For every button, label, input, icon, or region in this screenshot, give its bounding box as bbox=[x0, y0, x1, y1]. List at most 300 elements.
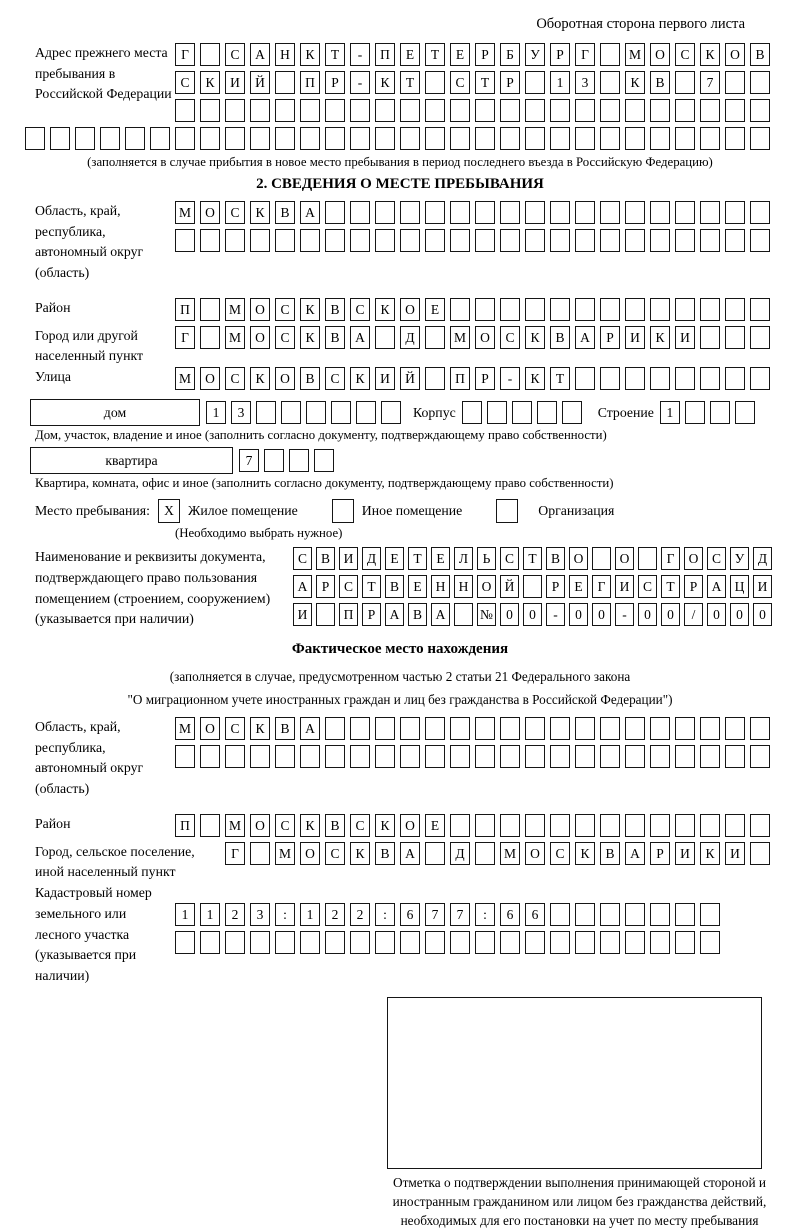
char-box[interactable] bbox=[500, 99, 520, 122]
char-box[interactable] bbox=[700, 814, 720, 837]
char-box[interactable] bbox=[325, 201, 345, 224]
char-box[interactable] bbox=[250, 931, 270, 954]
char-box[interactable]: Й bbox=[250, 71, 270, 94]
char-box[interactable]: Е bbox=[385, 547, 404, 570]
char-box[interactable] bbox=[500, 229, 520, 252]
char-box[interactable] bbox=[475, 931, 495, 954]
char-box[interactable]: Г bbox=[661, 547, 680, 570]
char-box[interactable]: К bbox=[650, 326, 670, 349]
char-box[interactable] bbox=[200, 229, 220, 252]
char-box[interactable]: И bbox=[753, 575, 772, 598]
char-box[interactable] bbox=[375, 99, 395, 122]
char-box[interactable]: / bbox=[684, 603, 703, 626]
char-box[interactable]: К bbox=[250, 717, 270, 740]
char-box[interactable]: К bbox=[300, 298, 320, 321]
char-box[interactable] bbox=[175, 99, 195, 122]
char-box[interactable] bbox=[325, 229, 345, 252]
char-box[interactable]: 0 bbox=[592, 603, 611, 626]
char-box[interactable]: Р bbox=[500, 71, 520, 94]
char-box[interactable]: Л bbox=[454, 547, 473, 570]
char-box[interactable]: 1 bbox=[175, 903, 195, 926]
char-box[interactable]: О bbox=[275, 367, 295, 390]
char-box[interactable] bbox=[331, 401, 351, 424]
char-box[interactable]: 2 bbox=[225, 903, 245, 926]
char-box[interactable]: О bbox=[725, 43, 745, 66]
char-box[interactable]: В bbox=[408, 603, 427, 626]
char-box[interactable]: Р bbox=[650, 842, 670, 865]
char-box[interactable]: Р bbox=[684, 575, 703, 598]
char-box[interactable]: К bbox=[250, 201, 270, 224]
char-box[interactable] bbox=[450, 814, 470, 837]
char-box[interactable] bbox=[300, 229, 320, 252]
char-box[interactable] bbox=[200, 745, 220, 768]
char-box[interactable] bbox=[325, 99, 345, 122]
char-box[interactable] bbox=[500, 931, 520, 954]
char-box[interactable]: К bbox=[300, 43, 320, 66]
char-box[interactable] bbox=[375, 717, 395, 740]
char-box[interactable] bbox=[550, 903, 570, 926]
char-box[interactable]: О bbox=[400, 298, 420, 321]
char-box[interactable]: Д bbox=[400, 326, 420, 349]
char-box[interactable] bbox=[500, 814, 520, 837]
char-box[interactable]: Т bbox=[661, 575, 680, 598]
char-box[interactable] bbox=[450, 717, 470, 740]
char-box[interactable] bbox=[100, 127, 120, 150]
char-box[interactable]: И bbox=[625, 326, 645, 349]
char-box[interactable] bbox=[675, 229, 695, 252]
char-box[interactable] bbox=[625, 717, 645, 740]
char-box[interactable]: О bbox=[475, 326, 495, 349]
char-box[interactable]: 1 bbox=[300, 903, 320, 926]
char-box[interactable]: Г bbox=[592, 575, 611, 598]
char-box[interactable] bbox=[675, 71, 695, 94]
char-box[interactable] bbox=[625, 99, 645, 122]
char-box[interactable] bbox=[275, 127, 295, 150]
char-box[interactable] bbox=[256, 401, 276, 424]
char-box[interactable]: В bbox=[325, 298, 345, 321]
char-box[interactable]: 7 bbox=[700, 71, 720, 94]
char-box[interactable] bbox=[425, 229, 445, 252]
char-box[interactable] bbox=[425, 326, 445, 349]
char-box[interactable]: М bbox=[175, 201, 195, 224]
char-box[interactable] bbox=[600, 298, 620, 321]
char-box[interactable]: О bbox=[684, 547, 703, 570]
char-box[interactable] bbox=[250, 745, 270, 768]
char-box[interactable] bbox=[600, 931, 620, 954]
char-box[interactable] bbox=[375, 745, 395, 768]
char-box[interactable] bbox=[523, 575, 542, 598]
char-box[interactable]: Р bbox=[475, 43, 495, 66]
char-box[interactable]: Ь bbox=[477, 547, 496, 570]
char-box[interactable] bbox=[300, 931, 320, 954]
char-box[interactable]: Д bbox=[362, 547, 381, 570]
char-box[interactable] bbox=[700, 99, 720, 122]
char-box[interactable]: Г bbox=[175, 326, 195, 349]
char-box[interactable] bbox=[475, 745, 495, 768]
char-box[interactable] bbox=[550, 229, 570, 252]
char-box[interactable] bbox=[700, 717, 720, 740]
char-box[interactable] bbox=[650, 127, 670, 150]
char-box[interactable]: С bbox=[550, 842, 570, 865]
char-box[interactable] bbox=[200, 326, 220, 349]
stay-type-checkbox-other[interactable] bbox=[332, 499, 354, 523]
char-box[interactable]: - bbox=[546, 603, 565, 626]
char-box[interactable] bbox=[675, 99, 695, 122]
char-box[interactable] bbox=[725, 127, 745, 150]
char-box[interactable] bbox=[600, 903, 620, 926]
char-box[interactable] bbox=[735, 401, 755, 424]
char-box[interactable] bbox=[525, 127, 545, 150]
char-box[interactable]: О bbox=[477, 575, 496, 598]
char-box[interactable] bbox=[475, 842, 495, 865]
char-box[interactable] bbox=[175, 229, 195, 252]
char-box[interactable]: 3 bbox=[231, 401, 251, 424]
char-box[interactable] bbox=[700, 201, 720, 224]
char-box[interactable] bbox=[575, 201, 595, 224]
char-box[interactable] bbox=[525, 99, 545, 122]
char-box[interactable] bbox=[750, 99, 770, 122]
char-box[interactable]: 0 bbox=[661, 603, 680, 626]
char-box[interactable] bbox=[375, 229, 395, 252]
char-box[interactable] bbox=[425, 745, 445, 768]
char-box[interactable] bbox=[300, 99, 320, 122]
char-box[interactable] bbox=[575, 298, 595, 321]
char-box[interactable] bbox=[250, 99, 270, 122]
char-box[interactable]: В bbox=[325, 326, 345, 349]
char-box[interactable]: П bbox=[175, 814, 195, 837]
char-box[interactable] bbox=[350, 717, 370, 740]
char-box[interactable] bbox=[725, 717, 745, 740]
char-box[interactable] bbox=[264, 449, 284, 472]
char-box[interactable]: А bbox=[707, 575, 726, 598]
char-box[interactable]: К bbox=[200, 71, 220, 94]
char-box[interactable]: 2 bbox=[350, 903, 370, 926]
char-box[interactable] bbox=[225, 127, 245, 150]
char-box[interactable]: В bbox=[275, 201, 295, 224]
char-box[interactable] bbox=[725, 201, 745, 224]
char-box[interactable]: М bbox=[175, 717, 195, 740]
char-box[interactable] bbox=[375, 931, 395, 954]
char-box[interactable]: 0 bbox=[753, 603, 772, 626]
char-box[interactable] bbox=[450, 298, 470, 321]
char-box[interactable]: Р bbox=[546, 575, 565, 598]
char-box[interactable] bbox=[450, 931, 470, 954]
char-box[interactable] bbox=[562, 401, 582, 424]
char-box[interactable] bbox=[550, 814, 570, 837]
char-box[interactable] bbox=[475, 229, 495, 252]
char-box[interactable] bbox=[350, 745, 370, 768]
char-box[interactable] bbox=[550, 717, 570, 740]
char-box[interactable]: С bbox=[293, 547, 312, 570]
char-box[interactable]: Т bbox=[325, 43, 345, 66]
char-box[interactable] bbox=[281, 401, 301, 424]
char-box[interactable] bbox=[675, 201, 695, 224]
char-box[interactable]: П bbox=[339, 603, 358, 626]
char-box[interactable] bbox=[700, 745, 720, 768]
char-box[interactable]: 6 bbox=[525, 903, 545, 926]
char-box[interactable]: Е bbox=[425, 298, 445, 321]
char-box[interactable]: С bbox=[350, 814, 370, 837]
char-box[interactable] bbox=[600, 229, 620, 252]
char-box[interactable]: У bbox=[525, 43, 545, 66]
char-box[interactable] bbox=[575, 931, 595, 954]
char-box[interactable] bbox=[725, 745, 745, 768]
char-box[interactable] bbox=[275, 931, 295, 954]
char-box[interactable]: Е bbox=[425, 814, 445, 837]
char-box[interactable] bbox=[592, 547, 611, 570]
char-box[interactable]: И bbox=[725, 842, 745, 865]
char-box[interactable] bbox=[350, 99, 370, 122]
char-box[interactable] bbox=[475, 814, 495, 837]
char-box[interactable]: А bbox=[575, 326, 595, 349]
char-box[interactable] bbox=[225, 745, 245, 768]
char-box[interactable]: 2 bbox=[325, 903, 345, 926]
char-box[interactable] bbox=[725, 99, 745, 122]
char-box[interactable] bbox=[650, 814, 670, 837]
char-box[interactable]: 0 bbox=[707, 603, 726, 626]
char-box[interactable]: С bbox=[225, 43, 245, 66]
char-box[interactable] bbox=[289, 449, 309, 472]
char-box[interactable] bbox=[575, 99, 595, 122]
char-box[interactable] bbox=[454, 603, 473, 626]
char-box[interactable]: С bbox=[638, 575, 657, 598]
char-box[interactable]: С bbox=[325, 842, 345, 865]
char-box[interactable] bbox=[175, 745, 195, 768]
char-box[interactable] bbox=[475, 201, 495, 224]
char-box[interactable] bbox=[675, 298, 695, 321]
char-box[interactable] bbox=[550, 201, 570, 224]
char-box[interactable]: Г bbox=[575, 43, 595, 66]
char-box[interactable] bbox=[175, 931, 195, 954]
char-box[interactable]: Й bbox=[500, 575, 519, 598]
char-box[interactable] bbox=[550, 298, 570, 321]
char-box[interactable] bbox=[700, 931, 720, 954]
char-box[interactable]: : bbox=[375, 903, 395, 926]
char-box[interactable] bbox=[425, 99, 445, 122]
char-box[interactable] bbox=[650, 201, 670, 224]
char-box[interactable]: О bbox=[569, 547, 588, 570]
char-box[interactable] bbox=[475, 717, 495, 740]
char-box[interactable]: К bbox=[700, 842, 720, 865]
char-box[interactable] bbox=[350, 127, 370, 150]
char-box[interactable]: 7 bbox=[239, 449, 259, 472]
char-box[interactable]: С bbox=[275, 326, 295, 349]
char-box[interactable] bbox=[200, 298, 220, 321]
char-box[interactable] bbox=[575, 127, 595, 150]
char-box[interactable] bbox=[725, 367, 745, 390]
char-box[interactable]: М bbox=[225, 326, 245, 349]
char-box[interactable] bbox=[425, 842, 445, 865]
char-box[interactable] bbox=[600, 717, 620, 740]
char-box[interactable] bbox=[275, 745, 295, 768]
char-box[interactable]: В bbox=[650, 71, 670, 94]
char-box[interactable]: С bbox=[500, 547, 519, 570]
char-box[interactable]: М bbox=[500, 842, 520, 865]
char-box[interactable]: К bbox=[350, 842, 370, 865]
char-box[interactable]: О bbox=[525, 842, 545, 865]
char-box[interactable] bbox=[175, 127, 195, 150]
char-box[interactable]: К bbox=[375, 814, 395, 837]
char-box[interactable]: С bbox=[339, 575, 358, 598]
char-box[interactable] bbox=[500, 298, 520, 321]
char-box[interactable]: А bbox=[300, 717, 320, 740]
char-box[interactable] bbox=[575, 745, 595, 768]
char-box[interactable] bbox=[625, 903, 645, 926]
char-box[interactable] bbox=[200, 43, 220, 66]
char-box[interactable]: Е bbox=[408, 575, 427, 598]
char-box[interactable] bbox=[250, 229, 270, 252]
char-box[interactable] bbox=[725, 326, 745, 349]
char-box[interactable]: - bbox=[500, 367, 520, 390]
char-box[interactable]: О bbox=[200, 717, 220, 740]
char-box[interactable]: А bbox=[250, 43, 270, 66]
char-box[interactable]: О bbox=[200, 201, 220, 224]
char-box[interactable] bbox=[425, 931, 445, 954]
char-box[interactable] bbox=[675, 717, 695, 740]
char-box[interactable]: Н bbox=[275, 43, 295, 66]
char-box[interactable] bbox=[425, 71, 445, 94]
char-box[interactable]: У bbox=[730, 547, 749, 570]
char-box[interactable]: : bbox=[475, 903, 495, 926]
char-box[interactable] bbox=[500, 717, 520, 740]
char-box[interactable] bbox=[700, 229, 720, 252]
char-box[interactable]: С bbox=[350, 298, 370, 321]
char-box[interactable]: П bbox=[175, 298, 195, 321]
char-box[interactable] bbox=[475, 127, 495, 150]
char-box[interactable]: И bbox=[675, 326, 695, 349]
char-box[interactable] bbox=[300, 127, 320, 150]
char-box[interactable] bbox=[750, 127, 770, 150]
char-box[interactable] bbox=[381, 401, 401, 424]
char-box[interactable] bbox=[725, 298, 745, 321]
char-box[interactable]: Ц bbox=[730, 575, 749, 598]
char-box[interactable] bbox=[500, 745, 520, 768]
char-box[interactable] bbox=[675, 903, 695, 926]
char-box[interactable] bbox=[575, 367, 595, 390]
char-box[interactable] bbox=[400, 99, 420, 122]
char-box[interactable]: А bbox=[293, 575, 312, 598]
char-box[interactable] bbox=[325, 931, 345, 954]
char-box[interactable] bbox=[710, 401, 730, 424]
char-box[interactable] bbox=[200, 931, 220, 954]
char-box[interactable] bbox=[700, 326, 720, 349]
char-box[interactable]: М bbox=[450, 326, 470, 349]
char-box[interactable] bbox=[375, 127, 395, 150]
char-box[interactable] bbox=[450, 745, 470, 768]
char-box[interactable]: П bbox=[375, 43, 395, 66]
char-box[interactable]: В bbox=[546, 547, 565, 570]
char-box[interactable]: С bbox=[450, 71, 470, 94]
char-box[interactable]: И bbox=[339, 547, 358, 570]
char-box[interactable] bbox=[400, 229, 420, 252]
char-box[interactable] bbox=[356, 401, 376, 424]
char-box[interactable] bbox=[475, 298, 495, 321]
char-box[interactable] bbox=[75, 127, 95, 150]
char-box[interactable]: К bbox=[700, 43, 720, 66]
char-box[interactable] bbox=[750, 745, 770, 768]
char-box[interactable] bbox=[550, 99, 570, 122]
char-box[interactable] bbox=[725, 814, 745, 837]
char-box[interactable] bbox=[685, 401, 705, 424]
char-box[interactable] bbox=[625, 201, 645, 224]
char-box[interactable] bbox=[750, 229, 770, 252]
char-box[interactable] bbox=[750, 367, 770, 390]
char-box[interactable] bbox=[575, 229, 595, 252]
char-box[interactable] bbox=[575, 903, 595, 926]
char-box[interactable] bbox=[537, 401, 557, 424]
char-box[interactable] bbox=[750, 201, 770, 224]
char-box[interactable]: Р bbox=[475, 367, 495, 390]
char-box[interactable] bbox=[625, 298, 645, 321]
char-box[interactable]: М bbox=[625, 43, 645, 66]
char-box[interactable]: К bbox=[525, 326, 545, 349]
char-box[interactable]: О bbox=[300, 842, 320, 865]
char-box[interactable]: В bbox=[275, 717, 295, 740]
char-box[interactable]: Г bbox=[175, 43, 195, 66]
char-box[interactable]: О bbox=[400, 814, 420, 837]
char-box[interactable]: 7 bbox=[450, 903, 470, 926]
char-box[interactable] bbox=[625, 931, 645, 954]
char-box[interactable]: И bbox=[375, 367, 395, 390]
char-box[interactable]: К bbox=[625, 71, 645, 94]
char-box[interactable]: О bbox=[250, 298, 270, 321]
char-box[interactable]: А bbox=[385, 603, 404, 626]
char-box[interactable] bbox=[600, 201, 620, 224]
char-box[interactable]: Д bbox=[753, 547, 772, 570]
char-box[interactable]: Е bbox=[450, 43, 470, 66]
char-box[interactable]: О bbox=[200, 367, 220, 390]
char-box[interactable] bbox=[600, 814, 620, 837]
char-box[interactable]: К bbox=[575, 842, 595, 865]
char-box[interactable]: 0 bbox=[500, 603, 519, 626]
char-box[interactable] bbox=[600, 99, 620, 122]
char-box[interactable] bbox=[600, 71, 620, 94]
char-box[interactable] bbox=[650, 717, 670, 740]
char-box[interactable] bbox=[306, 401, 326, 424]
char-box[interactable]: М bbox=[225, 814, 245, 837]
char-box[interactable]: Р bbox=[600, 326, 620, 349]
char-box[interactable] bbox=[600, 745, 620, 768]
char-box[interactable]: К bbox=[300, 326, 320, 349]
char-box[interactable] bbox=[200, 127, 220, 150]
char-box[interactable] bbox=[750, 71, 770, 94]
char-box[interactable] bbox=[400, 717, 420, 740]
char-box[interactable]: № bbox=[477, 603, 496, 626]
char-box[interactable]: Т bbox=[400, 71, 420, 94]
char-box[interactable]: 1 bbox=[660, 401, 680, 424]
char-box[interactable] bbox=[750, 842, 770, 865]
char-box[interactable]: : bbox=[275, 903, 295, 926]
char-box[interactable] bbox=[316, 603, 335, 626]
stay-type-checkbox-organization[interactable] bbox=[496, 499, 518, 523]
char-box[interactable] bbox=[550, 931, 570, 954]
char-box[interactable] bbox=[700, 903, 720, 926]
char-box[interactable] bbox=[487, 401, 507, 424]
char-box[interactable] bbox=[700, 127, 720, 150]
char-box[interactable] bbox=[650, 903, 670, 926]
char-box[interactable] bbox=[400, 745, 420, 768]
char-box[interactable] bbox=[525, 814, 545, 837]
char-box[interactable]: Е bbox=[431, 547, 450, 570]
char-box[interactable]: 6 bbox=[400, 903, 420, 926]
char-box[interactable] bbox=[425, 127, 445, 150]
char-box[interactable] bbox=[675, 367, 695, 390]
char-box[interactable] bbox=[462, 401, 482, 424]
char-box[interactable] bbox=[325, 127, 345, 150]
char-box[interactable]: С bbox=[225, 367, 245, 390]
char-box[interactable] bbox=[650, 229, 670, 252]
char-box[interactable]: О bbox=[615, 547, 634, 570]
